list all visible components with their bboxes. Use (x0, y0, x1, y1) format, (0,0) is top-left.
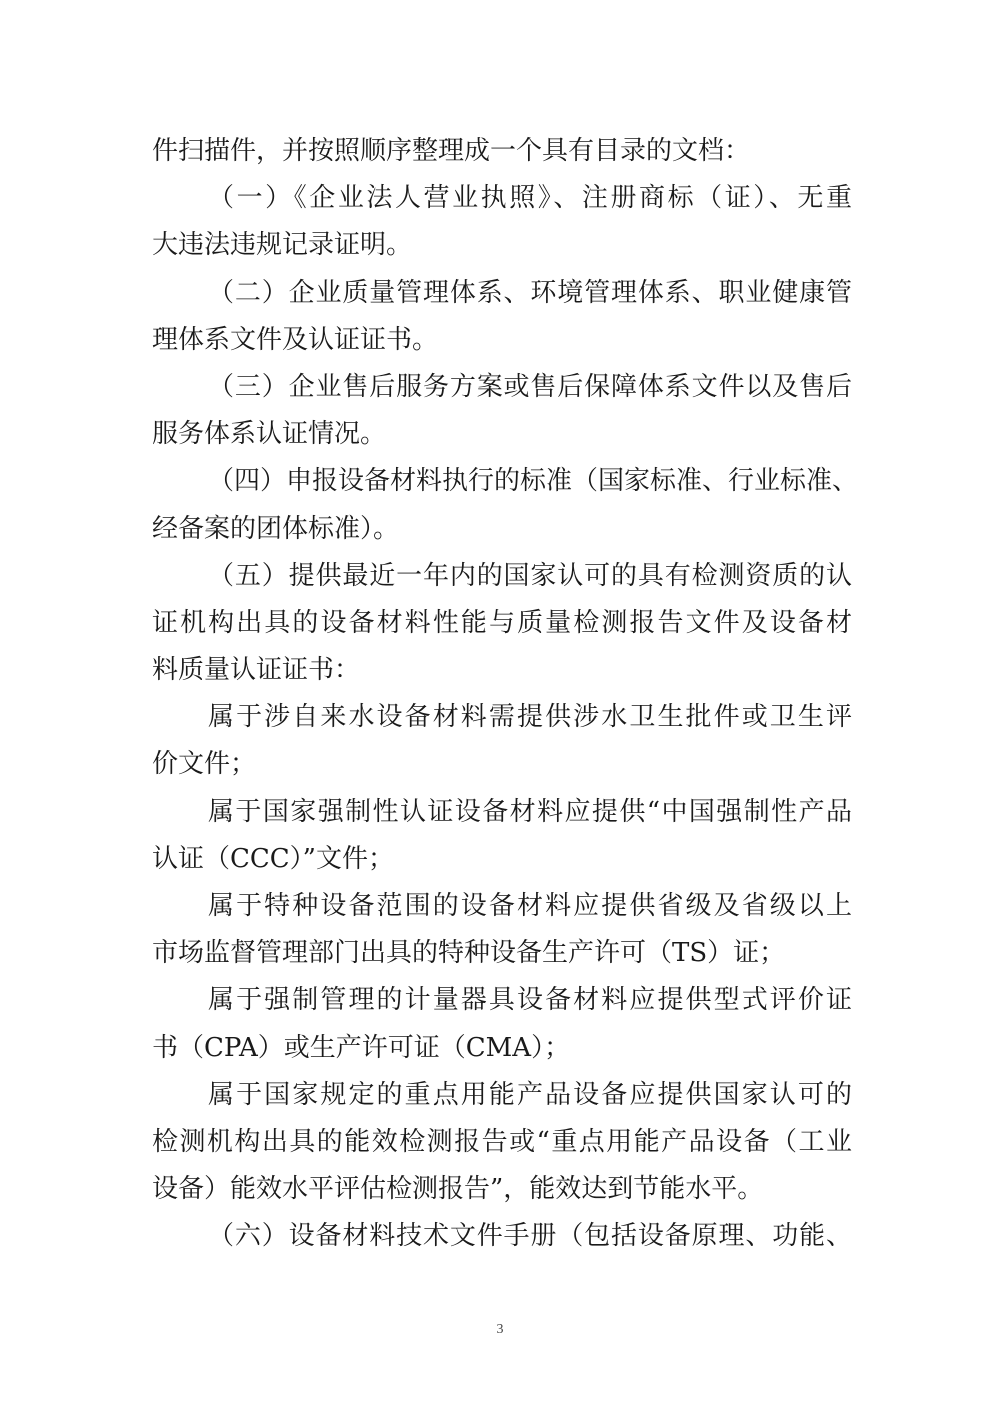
text-line: 价文件； (152, 749, 257, 780)
text-line: 料质量认证证书： (152, 655, 361, 686)
text-line: 检测机构出具的能效检测报告或“重点用能产品设备（工业 (152, 1126, 852, 1157)
text-line: 证机构出具的设备材料性能与质量检测报告文件及设备材 (152, 607, 852, 638)
text-line: 市场监督管理部门出具的特种设备生产许可（TS）证； (152, 938, 786, 969)
text-line: （三）企业售后服务方案或售后保障体系文件以及售后 (208, 371, 852, 402)
text-line: 件扫描件，并按照顺序整理成一个具有目录的文档： (152, 136, 751, 166)
text-line: 书（CPA）或生产许可证（CMA）； (152, 1032, 571, 1063)
text-line: 设备）能效水平评估检测报告”，能效达到节能水平。 (152, 1174, 764, 1205)
text-line: 经备案的团体标准）。 (152, 513, 400, 544)
text-line: 属于国家强制性认证设备材料应提供“中国强制性产品 (208, 796, 852, 827)
text-line: 属于强制管理的计量器具设备材料应提供型式评价证 (208, 985, 852, 1016)
text-line: （六）设备材料技术文件手册（包括设备原理、功能、 (208, 1221, 852, 1252)
text-line: 属于国家规定的重点用能产品设备应提供国家认可的 (208, 1079, 852, 1110)
text-line: （四）申报设备材料执行的标准（国家标准、行业标准、 (208, 466, 859, 497)
text-line: 认证（CCC）”文件； (152, 843, 394, 874)
text-line: 理体系文件及认证证书。 (152, 324, 439, 355)
page-number: 3 (496, 1322, 504, 1337)
text-line: （一）《企业法人营业执照》、注册商标（证）、无重 (208, 183, 852, 214)
text-line: 属于涉自来水设备材料需提供涉水卫生批件或卫生评 (208, 702, 852, 733)
text-line: 服务体系认证情况。 (152, 419, 387, 450)
body-text (152, 128, 859, 1261)
text-line: （五）提供最近一年内的国家认可的具有检测资质的认 (208, 560, 852, 591)
text-line: 属于特种设备范围的设备材料应提供省级及省级以上 (208, 891, 852, 921)
text-line: （二）企业质量管理体系、环境管理体系、职业健康管 (208, 277, 852, 308)
text-line: 大违法违规记录证明。 (152, 230, 413, 261)
